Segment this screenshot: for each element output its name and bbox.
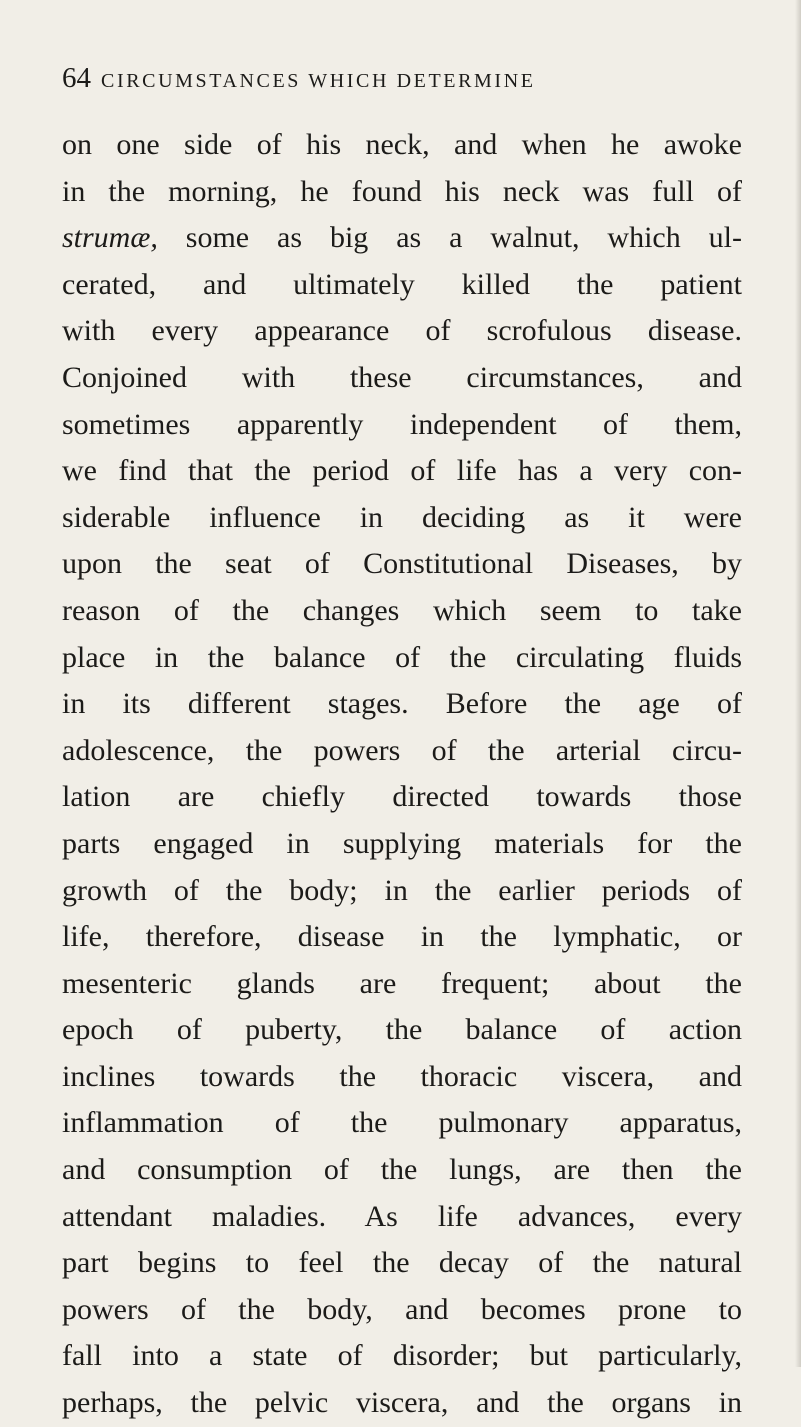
text-line: place in the balance of the circulating fluids: [62, 640, 742, 674]
text-line: part begins to feel the decay of the natural: [62, 1246, 742, 1280]
text-line: siderable influence in deciding as it were: [62, 500, 742, 534]
text-line: Conjoined with these circumstances, and: [62, 360, 742, 394]
text-line: fall into a state of disorder; but particularly,: [62, 1339, 742, 1373]
text-line: with every appearance of scrofulous disease.: [62, 314, 742, 348]
running-head: [62, 62, 762, 102]
text-line: adolescence, the powers of the arterial circu-: [62, 733, 742, 767]
text-line: reason of the changes which seem to take: [62, 593, 742, 627]
text-line: attendant maladies. As life advances, every: [62, 1199, 742, 1233]
text-line: powers of the body, and becomes prone to: [62, 1292, 742, 1326]
page-number: 64: [62, 62, 91, 94]
text-line: perhaps, the pelvic viscera, and the organs in: [62, 1386, 742, 1420]
text-line: lation are chiefly directed towards those: [62, 780, 742, 814]
text-line: in its different stages. Before the age of: [62, 687, 742, 721]
text-line-rest: some as big as a walnut, which ul-: [157, 221, 742, 255]
text-line: sometimes apparently independent of them,: [62, 407, 742, 441]
text-line: parts engaged in supplying materials for the: [62, 826, 742, 860]
text-line: we find that the period of life has a very con-: [62, 454, 742, 488]
italic-term: strumæ,: [62, 221, 158, 255]
text-line: growth of the body; in the earlier periods of: [62, 873, 742, 907]
text-line: and consumption of the lungs, are then the: [62, 1153, 742, 1187]
text-line: inclines towards the thoracic viscera, and: [62, 1059, 742, 1093]
page-edge-shadow: [795, 0, 801, 1367]
text-line: upon the seat of Constitutional Diseases, by: [62, 547, 742, 581]
text-line: in the morning, he found his neck was full of: [62, 174, 742, 208]
text-line: epoch of puberty, the balance of action: [62, 1013, 742, 1047]
text-line: cerated, and ultimately killed the patient: [62, 267, 742, 301]
text-line: on one side of his neck, and when he awoke: [62, 128, 742, 161]
text-line: [62, 215, 742, 262]
running-head-title: CIRCUMSTANCES WHICH DETERMINE: [101, 70, 536, 92]
body-text: [62, 122, 742, 1427]
text-line: mesenteric glands are frequent; about the: [62, 966, 742, 1000]
text-line: inflammation of the pulmonary apparatus,: [62, 1106, 742, 1140]
text-line: life, therefore, disease in the lymphatic, or: [62, 920, 742, 954]
